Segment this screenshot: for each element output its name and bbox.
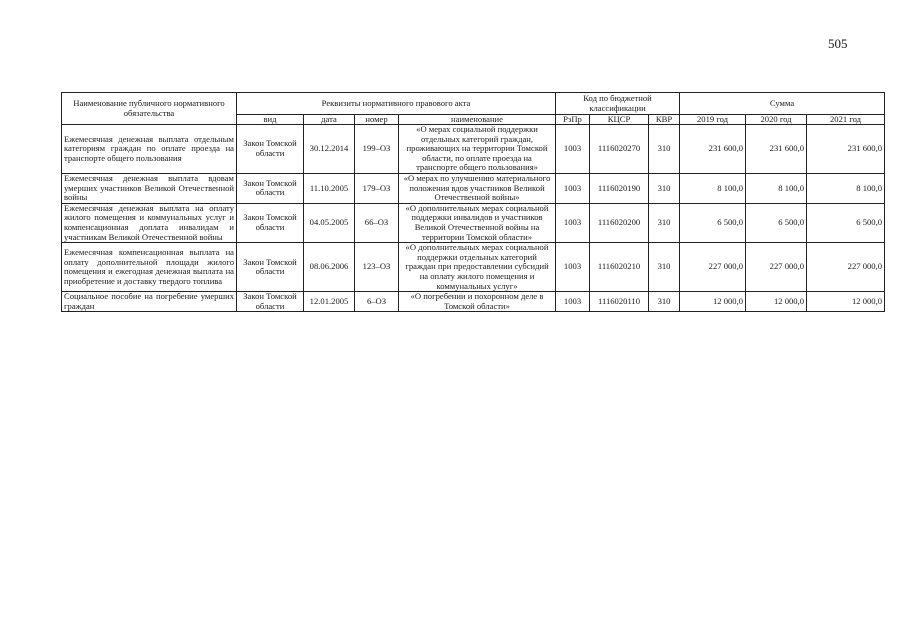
obligations-table <box>61 92 885 312</box>
act-number-cell: 199–ОЗ <box>355 125 399 174</box>
header-amount: Сумма <box>680 93 885 115</box>
table-row <box>62 243 885 292</box>
obligation-name-cell: Ежемесячная денежная выплата на оплату жилого помещения и коммунальных услуг и компенсационная доплата инвалидам и участникам Великой Отечественной войны <box>62 203 237 242</box>
kcsr-cell: 1116020110 <box>590 292 649 312</box>
kcsr-cell: 1116020270 <box>590 125 649 174</box>
amount-2019-cell: 6 500,0 <box>680 203 746 242</box>
table-row <box>62 203 885 242</box>
act-number-cell: 6–ОЗ <box>355 292 399 312</box>
page-number: 505 <box>828 36 848 51</box>
kvr-cell: 310 <box>649 203 680 242</box>
amount-2019-cell: 227 000,0 <box>680 243 746 292</box>
amount-2020-cell: 231 600,0 <box>746 125 807 174</box>
act-number-cell: 66–ОЗ <box>355 203 399 242</box>
act-kind-cell: Закон Томской области <box>237 292 304 312</box>
table-row <box>62 292 885 312</box>
header-obligation-name: Наименование публичного нормативного обязательства <box>62 93 237 125</box>
kcsr-cell: 1116020200 <box>590 203 649 242</box>
obligation-name-cell: Социальное пособие на погребение умерших граждан <box>62 292 237 312</box>
act-date-cell: 12.01.2005 <box>304 292 355 312</box>
obligation-name-cell: Ежемесячная денежная выплата вдовам умерших участников Великой Отечественной войны <box>62 173 237 203</box>
kvr-cell: 310 <box>649 125 680 174</box>
header-kvr: КВР <box>649 115 680 125</box>
rzpr-cell: 1003 <box>556 173 590 203</box>
header-2019: 2019 год <box>680 115 746 125</box>
act-date-cell: 11.10.2005 <box>304 173 355 203</box>
kcsr-cell: 1116020190 <box>590 173 649 203</box>
act-date-cell: 04.05.2005 <box>304 203 355 242</box>
header-row-top <box>62 93 885 115</box>
rzpr-cell: 1003 <box>556 292 590 312</box>
obligation-name-cell: Ежемесячная денежная выплата отдельным категориям граждан по оплате проезда на транспорте общего пользования <box>62 125 237 174</box>
header-kind: вид <box>237 115 304 125</box>
kvr-cell: 310 <box>649 243 680 292</box>
kvr-cell: 310 <box>649 292 680 312</box>
act-number-cell: 179–ОЗ <box>355 173 399 203</box>
header-title: наименование <box>399 115 556 125</box>
header-number: номер <box>355 115 399 125</box>
amount-2020-cell: 8 100,0 <box>746 173 807 203</box>
rzpr-cell: 1003 <box>556 125 590 174</box>
amount-2020-cell: 12 000,0 <box>746 292 807 312</box>
amount-2020-cell: 227 000,0 <box>746 243 807 292</box>
act-kind-cell: Закон Томской области <box>237 125 304 174</box>
act-kind-cell: Закон Томской области <box>237 203 304 242</box>
header-budget-code: Код по бюджетной классификации <box>556 93 680 115</box>
kcsr-cell: 1116020210 <box>590 243 649 292</box>
header-2020: 2020 год <box>746 115 807 125</box>
rzpr-cell: 1003 <box>556 203 590 242</box>
act-title-cell: «О мерах социальной поддержки отдельных категорий граждан, проживающих на территории Томской области, по оплате проезда на транспорте общего пользования» <box>399 125 556 174</box>
amount-2021-cell: 8 100,0 <box>807 173 885 203</box>
header-date: дата <box>304 115 355 125</box>
amount-2021-cell: 6 500,0 <box>807 203 885 242</box>
header-act-details: Реквизиты нормативного правового акта <box>237 93 556 115</box>
amount-2021-cell: 12 000,0 <box>807 292 885 312</box>
act-kind-cell: Закон Томской области <box>237 243 304 292</box>
act-title-cell: «О погребении и похоронном деле в Томской области» <box>399 292 556 312</box>
header-2021: 2021 год <box>807 115 885 125</box>
obligation-name-cell: Ежемесячная компенсационная выплата на оплату дополнительной площади жилого помещения и ежегодная денежная выплата на приобретение и доставку твердого топлива <box>62 243 237 292</box>
kvr-cell: 310 <box>649 173 680 203</box>
act-title-cell: «О мерах по улучшению материального положения вдов участников Великой Отечественной войны» <box>399 173 556 203</box>
act-title-cell: «О дополнительных мерах социальной поддержки отдельных категорий граждан при предоставлении субсидий на оплату жилого помещения и коммунальных услуг» <box>399 243 556 292</box>
header-rzpr: РзПр <box>556 115 590 125</box>
amount-2021-cell: 231 600,0 <box>807 125 885 174</box>
amount-2021-cell: 227 000,0 <box>807 243 885 292</box>
act-kind-cell: Закон Томской области <box>237 173 304 203</box>
table-row <box>62 173 885 203</box>
amount-2019-cell: 8 100,0 <box>680 173 746 203</box>
amount-2019-cell: 12 000,0 <box>680 292 746 312</box>
table-row <box>62 125 885 174</box>
rzpr-cell: 1003 <box>556 243 590 292</box>
act-date-cell: 30.12.2014 <box>304 125 355 174</box>
act-title-cell: «О дополнительных мерах социальной поддержки инвалидов и участников Великой Отечественной войны на территории Томской области» <box>399 203 556 242</box>
act-date-cell: 08.06.2006 <box>304 243 355 292</box>
amount-2019-cell: 231 600,0 <box>680 125 746 174</box>
amount-2020-cell: 6 500,0 <box>746 203 807 242</box>
header-kcsr: КЦСР <box>590 115 649 125</box>
act-number-cell: 123–ОЗ <box>355 243 399 292</box>
